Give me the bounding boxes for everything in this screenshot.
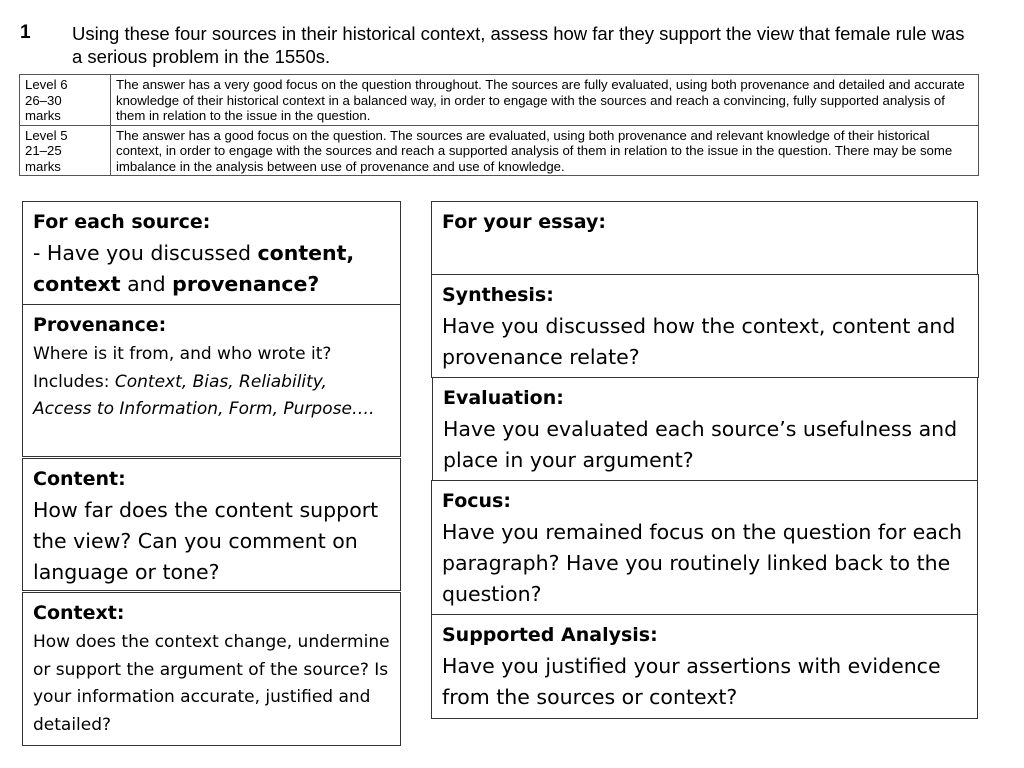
provenance-box	[22, 304, 401, 457]
box-title: Provenance:	[33, 314, 167, 336]
level-unit: marks	[25, 108, 61, 123]
level-label: Level 6	[25, 77, 68, 92]
context-keyword: context	[33, 272, 121, 296]
box-title: Context:	[33, 602, 125, 624]
context-box	[22, 592, 401, 746]
includes-items: Context, Bias, Reliability, Access to Information, Form, Purpose….	[33, 371, 375, 419]
level-unit: marks	[25, 158, 61, 174]
box-text: Have you discussed how the context, content and provenance relate?	[442, 314, 956, 369]
box-text: How does the context change, undermine or support the argument of the source? Is your information accurate, justified and detailed?	[33, 632, 390, 735]
for-your-essay-box	[431, 201, 978, 277]
box-title: For each source:	[33, 211, 211, 233]
level-description: The answer has a good focus on the question. The sources are evaluated, using both provenance and relevant knowledge of their historical context, in order to engage with the sources and reach a supported analysis of them in relation to the issue in the question. There may be some imbalance in the analysis between use of provenance and use of knowledge.	[111, 125, 979, 176]
table-row	[20, 75, 979, 126]
level-label: Level 5	[25, 127, 68, 143]
box-text	[33, 238, 390, 300]
and-word: and	[120, 272, 173, 296]
for-each-source-box	[22, 201, 401, 305]
level-cell	[20, 75, 111, 126]
box-title: Evaluation:	[443, 387, 564, 409]
question-text: Using these four sources in their historical context, assess how far they support the view that female rule was a serious problem in the 1550s.	[72, 23, 965, 67]
level-description: The answer has a very good focus on the question throughout. The sources are fully evaluated, using both provenance and detailed and accurate knowledge of their historical context in a balanced way, in order to engage with the sources and reach a convincing, fully supported analysis of them in relation to the issue in the question.	[111, 75, 979, 126]
evaluation-box	[432, 377, 978, 481]
level-range: 26–30	[25, 92, 62, 108]
provenance-keyword: provenance?	[172, 272, 320, 296]
text-prefix: - Have you discussed	[33, 241, 258, 265]
table-row	[20, 125, 979, 176]
level-cell	[20, 125, 111, 176]
content-box	[22, 458, 401, 591]
includes-label: Includes:	[33, 371, 115, 392]
level-range: 21–25	[25, 143, 62, 158]
box-title: Synthesis:	[442, 284, 554, 306]
box-title: Content:	[33, 468, 126, 490]
synthesis-box	[431, 274, 979, 378]
content-keyword: content,	[257, 241, 355, 265]
mark-scheme-table	[19, 74, 979, 176]
box-text: Have you evaluated each source’s usefulness and place in your argument?	[443, 417, 958, 472]
box-text: How far does the content support the view? Can you comment on language or tone?	[33, 498, 379, 584]
box-title: Supported Analysis:	[442, 624, 658, 646]
focus-box	[431, 480, 978, 616]
box-text: Have you remained focus on the question for each paragraph? Have you routinely linked back to the question?	[442, 520, 963, 606]
box-text: Where is it from, and who wrote it?	[33, 344, 332, 364]
box-title: For your essay:	[442, 211, 606, 233]
includes-text	[33, 369, 390, 424]
box-text: Have you justified your assertions with evidence from the sources or context?	[442, 654, 941, 709]
question-number: 1	[20, 22, 31, 43]
box-title: Focus:	[442, 490, 511, 512]
supported-analysis-box	[431, 614, 978, 719]
